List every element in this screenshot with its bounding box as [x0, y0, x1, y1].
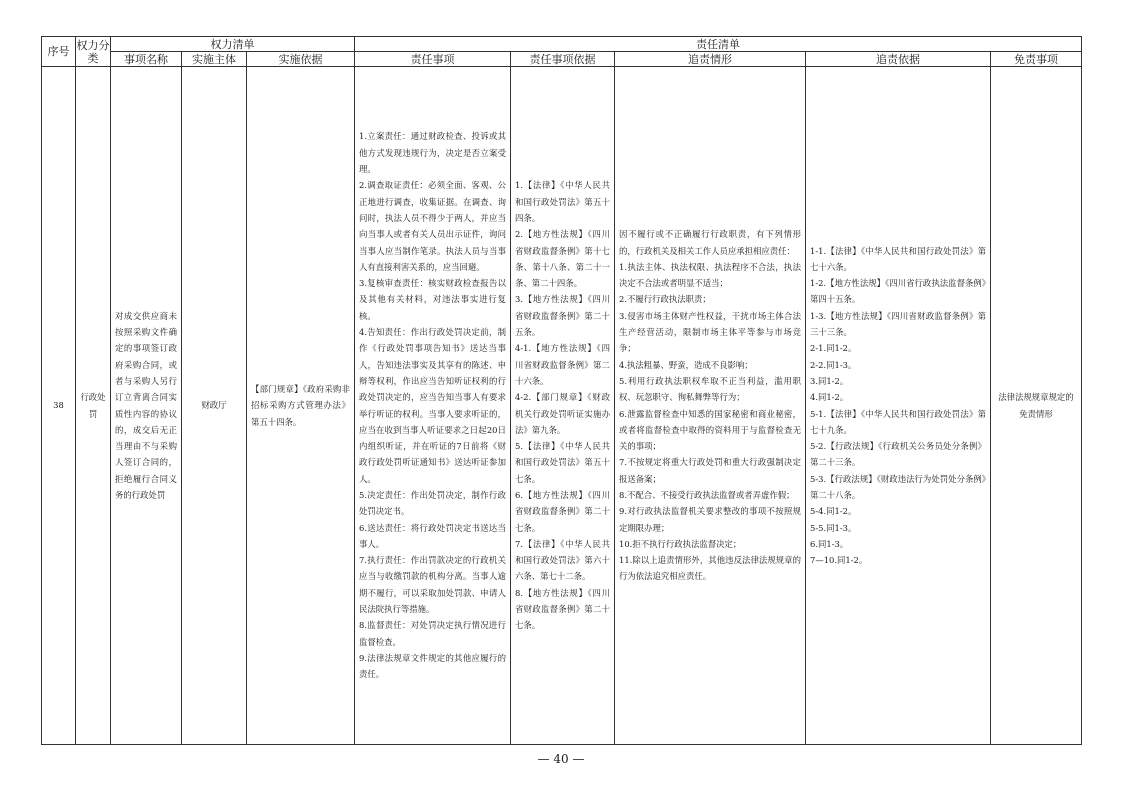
accountability-item: 7.不按规定将重大行政处罚和重大行政强制决定报送备案；: [619, 457, 801, 484]
resp-basis-item: 4-2.【部门规章】《财政机关行政处罚听证实施办法》第九条。: [515, 392, 610, 435]
account-basis-item: 5-4.同1-2。: [810, 506, 857, 517]
resp-basis-item: 5.【法律】《中华人民共和国行政处罚法》第五十七条。: [515, 441, 610, 484]
account-basis-item: 6.同1-3。: [810, 538, 849, 549]
cell-account-basis: [806, 67, 991, 745]
cell-exemption: 法律法规规章规定的免责情形: [991, 67, 1082, 745]
resp-basis-item: 7.【法律】《中华人民共和国行政处罚法》第六十六条、第七十二条。: [515, 538, 610, 582]
resp-item: 7.执行责任：作出罚款决定的行政机关应当与收缴罚款的机构分离。当事人逾期不履行，可以采取加处罚款、申请人民法院执行等措施。: [359, 555, 506, 615]
account-basis-item: 1-1.【法律】《中华人民共和国行政处罚法》第七十六条。: [810, 245, 986, 272]
cell-accountability: [615, 67, 806, 745]
accountability-item: 11.除以上追责情形外，其他违反法律法规规章的行为依法追究相应责任。: [619, 555, 801, 582]
header-resp-list: 责任清单: [355, 37, 1082, 52]
header-resp-items: 责任事项: [355, 52, 511, 67]
account-basis-item: 1-3.【地方性法规】《四川省财政监督条例》第三十三条。: [810, 310, 986, 338]
header-seq: 序号: [42, 37, 76, 67]
account-basis-item: 5-3.【行政法规】《财政违法行为处罚处分条例》第二十八条。: [810, 473, 986, 500]
table-row: [42, 67, 1082, 745]
cell-item-name: 对成交供应商未按照采购文件确定的事项签订政府采购合同，或者与采购人另行订立背离合同实质性内容的协议的，成交后无正当理由不与采购人签订合同的，拒绝履行合同义务的行政处罚: [111, 67, 182, 745]
accountability-item: 1.执法主体、执法权限、执法程序不合法，执法决定不合法或者明显不适当；: [619, 261, 801, 289]
resp-item: 3.复核审查责任：核实财政检查报告以及其他有关材料，对违法事实进行复核。: [359, 278, 506, 321]
resp-item: 2.调查取证责任：必须全面、客观、公正地进行调查，收集证据。在调查、询问时，执法人员不得少于两人，并应当向当事人或者有关人员出示证件，询问当事人应当制作笔录。执法人员与当事人有直接利害关系的，应当回避。: [359, 180, 506, 272]
cell-subject: 财政厅: [182, 67, 247, 745]
header-power-type: 权力分类: [76, 38, 110, 65]
header-power-list: 权力清单: [111, 37, 355, 52]
accountability-item: 2.不履行行政执法职责；: [619, 294, 711, 305]
header-basis: 实施依据: [247, 52, 355, 67]
account-basis-item: 1-2.【地方性法规】《四川省行政执法监督条例》第四十五条。: [810, 278, 986, 305]
resp-basis-item: 2.【地方性法规】《四川省财政监督条例》第十七条、第十八条、第二十一条、第二十四条。: [515, 229, 610, 289]
resp-basis-item: 8.【地方性法规】《四川省财政监督条例》第二十七条。: [515, 587, 610, 631]
page-number: — 40 —: [537, 752, 585, 766]
account-basis-item: 2-1.同1-2。: [810, 343, 857, 354]
account-basis-item: 5-2.【行政法规】《行政机关公务员处分条例》第二十三条。: [810, 441, 986, 468]
accountability-item: 因不履行或不正确履行行政职责，有下列情形的，行政机关及相关工作人员应承担相应责任：: [619, 229, 801, 256]
account-basis-item: 2-2.同1-3。: [810, 359, 857, 370]
header-item-name: 事项名称: [111, 52, 182, 67]
resp-item: 6.送达责任：将行政处罚决定书送达当事人。: [359, 522, 506, 549]
accountability-item: 5.利用行政执法职权牟取不正当利益，滥用职权、玩忽职守、徇私舞弊等行为；: [619, 375, 801, 403]
header-subject: 实施主体: [182, 52, 247, 67]
cell-basis: 【部门规章】《政府采购非招标采购方式管理办法》第五十四条。: [247, 67, 355, 745]
resp-item: 1.立案责任：通过财政检查、投诉或其他方式发现违规行为，决定是否立案受理。: [359, 131, 506, 175]
resp-basis-item: 3.【地方性法规】《四川省财政监督条例》第二十五条。: [515, 294, 610, 338]
account-basis-item: 5-1.【法律】《中华人民共和国行政处罚法》第七十九条。: [810, 408, 986, 435]
accountability-item: 9.对行政执法监督机关要求整改的事项不按照规定期限办理；: [619, 506, 801, 533]
resp-item: 8.监督责任：对处罚决定执行情况进行监督检查。: [359, 620, 506, 647]
header-exemption: 免责事项: [991, 52, 1082, 67]
account-basis-item: 3.同1-2。: [810, 375, 849, 386]
resp-basis-item: 1.【法律】《中华人民共和国行政处罚法》第五十四条。: [515, 180, 610, 223]
accountability-item: 8.不配合、不接受行政执法监督或者弄虚作假；: [619, 489, 795, 500]
responsibility-table: [41, 36, 1082, 745]
accountability-item: 10.拒不执行行政执法监督决定；: [619, 538, 742, 549]
cell-resp-basis: [511, 67, 615, 745]
accountability-item: 4.执法粗暴、野蛮，造成不良影响；: [619, 359, 753, 370]
resp-basis-item: 6.【地方性法规】《四川省财政监督条例》第二十七条。: [515, 489, 610, 533]
accountability-item: 6.泄露监督检查中知悉的国家秘密和商业秘密，或者将监督检查中取得的资料用于与监督检查无关的事项；: [619, 408, 801, 452]
account-basis-item: 7—10.同1-2。: [810, 555, 868, 566]
header-account-basis: 追责依据: [806, 52, 991, 67]
resp-item: 4.告知责任：作出行政处罚决定前，制作《行政处罚事项告知书》送达当事人，告知违法事实及其享有的陈述、申辩等权利，作出应当告知听证权利的行政处罚决定的，应当告知当事人有要求举行听证的权利。当事人要求听证的，应当在收到当事人听证要求之日起20日内组织听证，并在听证的7日前将《财政行政处罚听证通知书》送达听证参加人。: [359, 327, 506, 484]
resp-basis-item: 4-1.【地方性法规】《四川省财政监督条例》第二十六条。: [515, 343, 610, 386]
resp-item: 5.决定责任：作出处罚决定，制作行政处罚决定书。: [359, 489, 506, 517]
cell-power-type: 行政处罚: [76, 67, 111, 745]
cell-resp-items: [355, 67, 511, 745]
account-basis-item: 4.同1-2。: [810, 392, 849, 403]
accountability-item: 3.侵害市场主体财产性权益，干扰市场主体合法生产经营活动，限制市场主体平等参与市场竞争；: [619, 310, 801, 354]
account-basis-item: 5-5.同1-3。: [810, 522, 857, 533]
cell-seq: 38: [42, 67, 76, 745]
header-accountability: 追责情形: [615, 52, 806, 67]
header-resp-basis: 责任事项依据: [511, 52, 615, 67]
resp-item: 9.法律法规章文件规定的其他应履行的责任。: [359, 652, 506, 680]
